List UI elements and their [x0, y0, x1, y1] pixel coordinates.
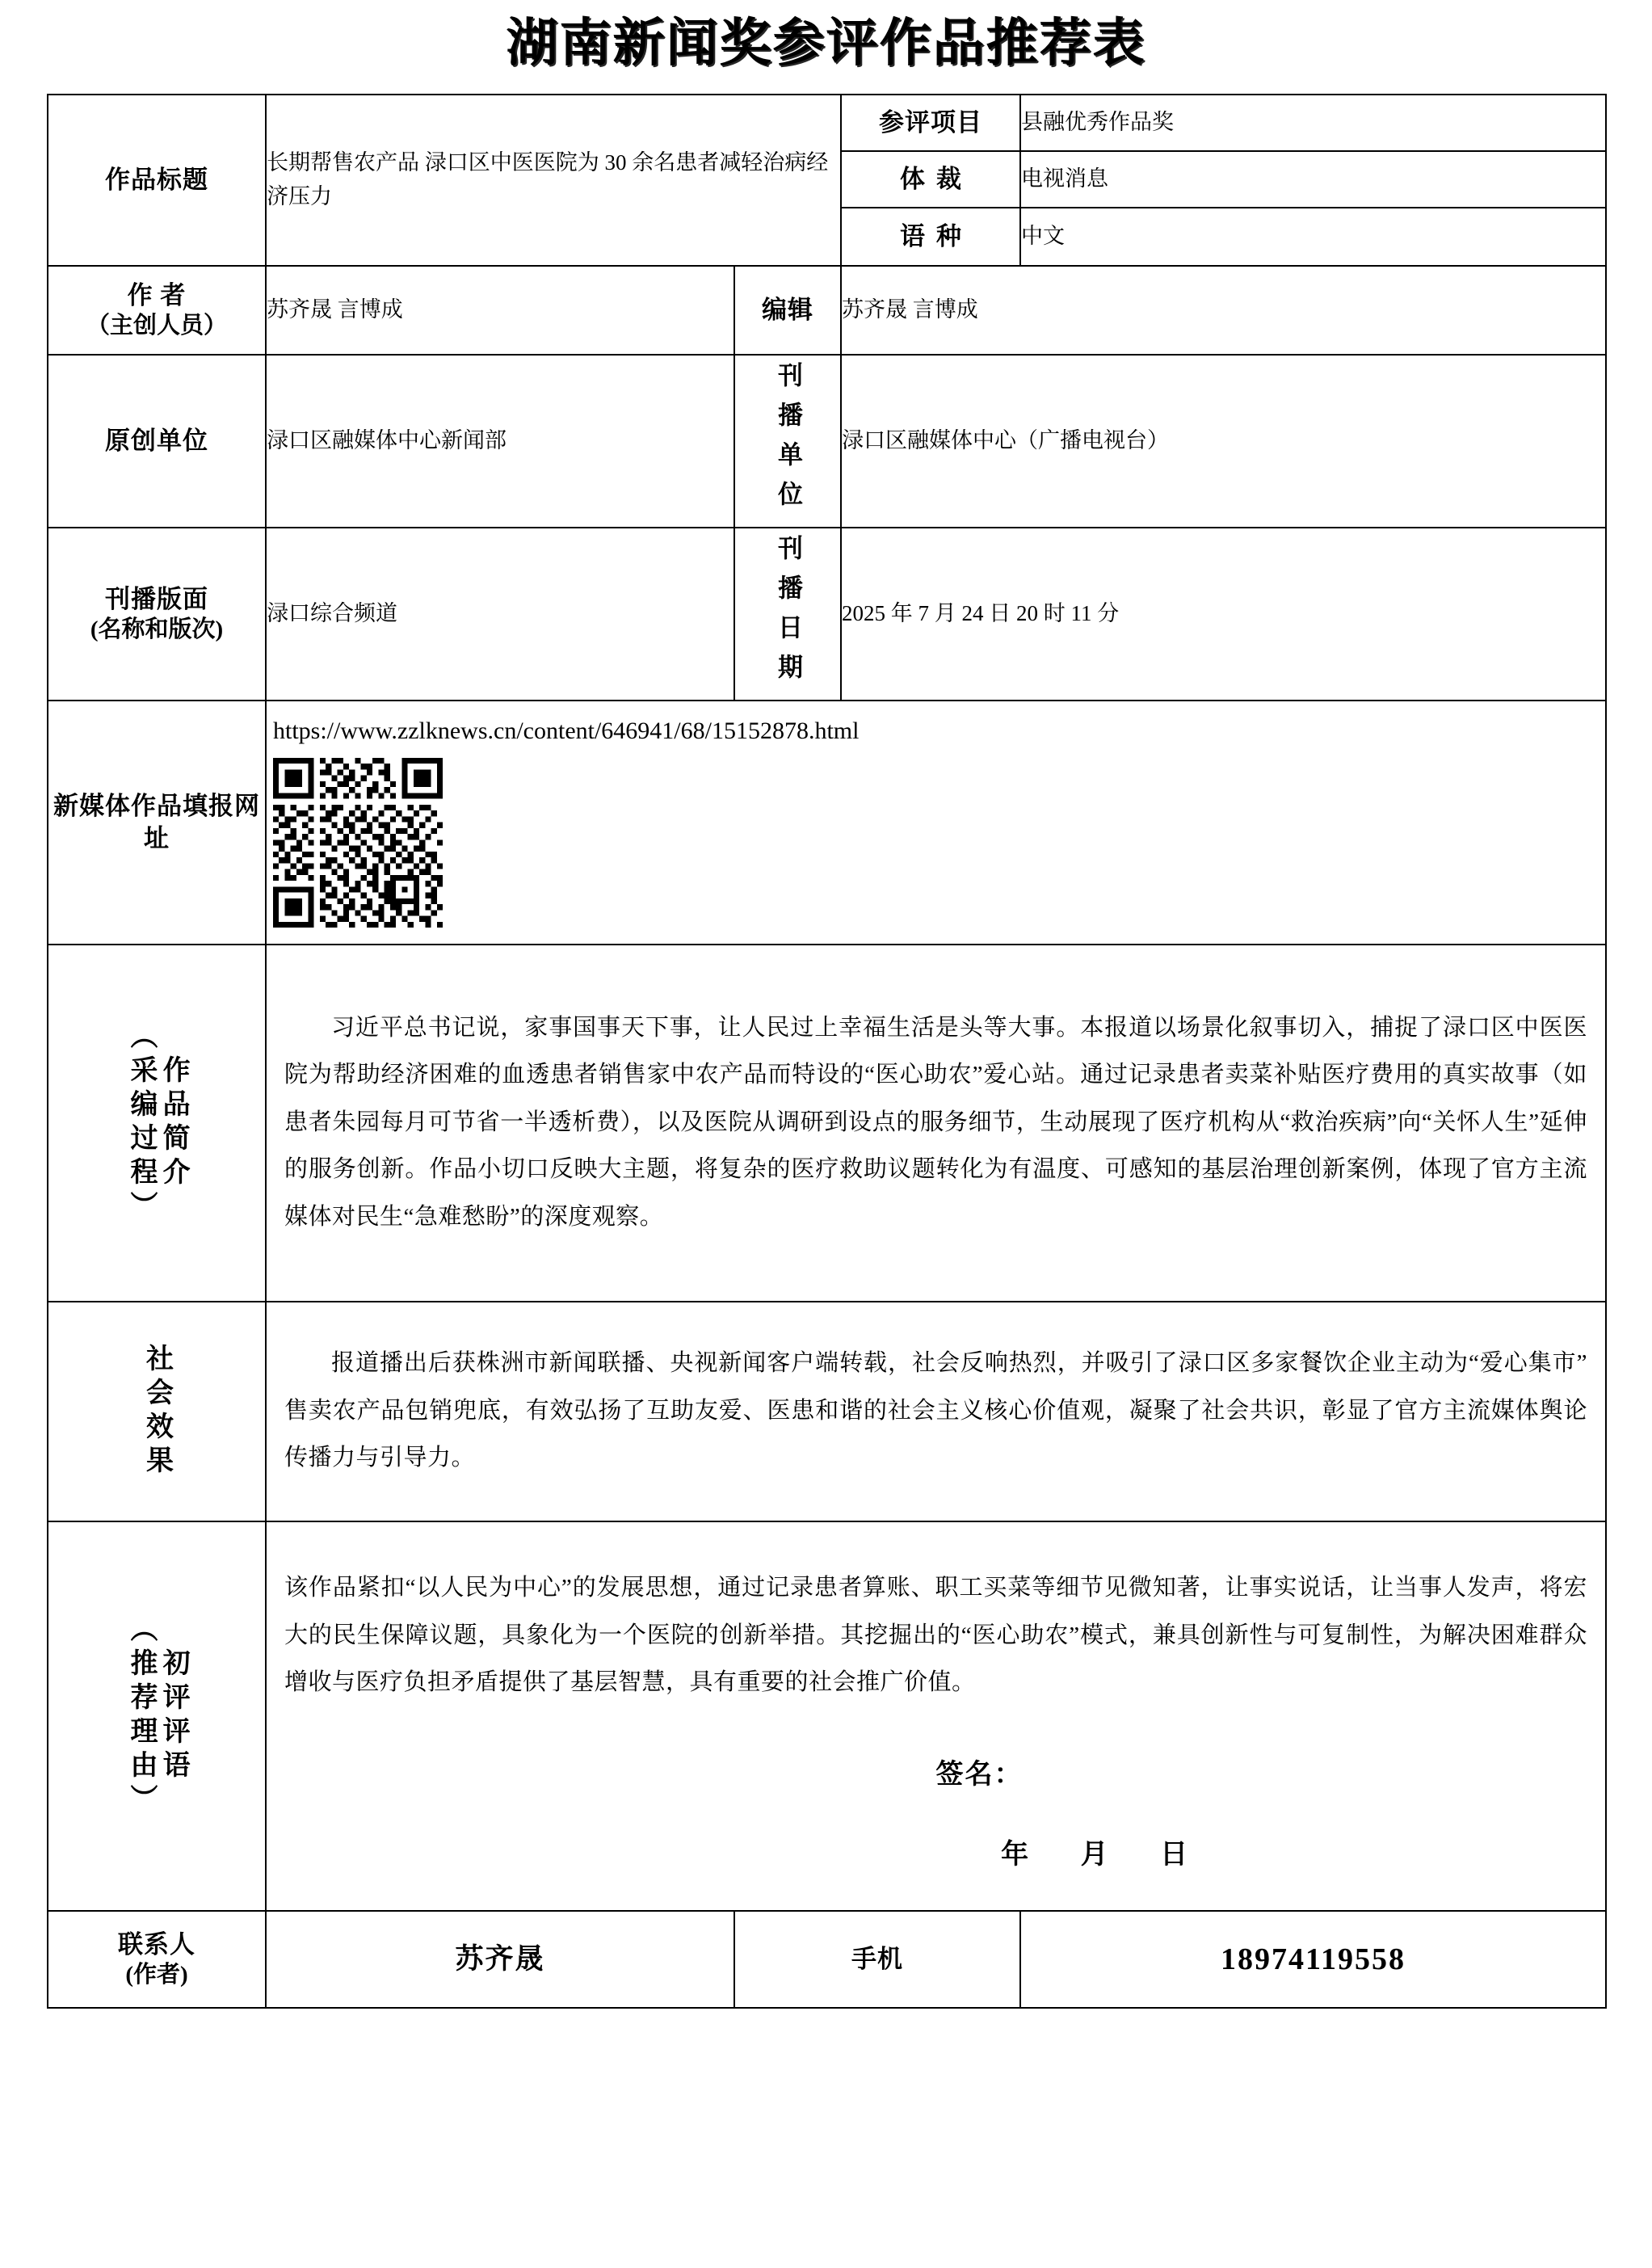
- signature-year-label: 年: [1001, 1839, 1031, 1870]
- signature-label: 签名：: [935, 1759, 1024, 1790]
- table-row-social-effect: [48, 1302, 1606, 1521]
- label-author-main: 作 者: [127, 280, 187, 309]
- value-phone: 18974119558: [1020, 1911, 1606, 2008]
- label-broadcast-unit-text: 刊播单位: [774, 362, 803, 520]
- label-author-sub: （主创人员）: [86, 313, 227, 339]
- table-row-summary: [48, 945, 1606, 1302]
- table-row-author: [48, 266, 1606, 355]
- signature-month-label: 月: [1080, 1839, 1110, 1870]
- label-social-effect-text: 社会效果: [141, 1344, 172, 1479]
- table-row-title: [48, 95, 1606, 151]
- work-summary-text: 习近平总书记说，家事国事天下事，让人民过上幸福生活是头等大事。本报道以场景化叙事切入，捕捉了渌口区中医医院为帮助经济困难的血透患者销售家中农产品而特设的“医心助农”爱心站。通过记录患者卖菜补贴医疗费用的真实故事（如患者朱园每月可节省一半透析费），以及医院从调研到设点的服务细节，生动展现了医疗机构从“救治疾病”向“关怀人生”延伸的服务创新。作品小切口反映大主题，将复杂的医疗救助议题转化为有温度、可感知的基层治理创新案例，体现了官方主流媒体对民生“急难愁盼”的深度观察。: [284, 1014, 1587, 1230]
- label-contact-sub: (作者): [125, 1962, 188, 1988]
- media-url-text[interactable]: https://www.zzlknews.cn/content/646941/68/15152878.html: [273, 717, 860, 744]
- label-publication-date: [734, 528, 841, 701]
- label-recommendation-col-a: 初评评语: [158, 1648, 189, 1784]
- value-contact-name: 苏齐晟: [266, 1911, 734, 2008]
- label-author: [48, 266, 266, 355]
- label-work-summary-col-b: （采编过程）: [126, 1021, 156, 1225]
- signature-block: [267, 1752, 1605, 1879]
- value-recommendation: [266, 1521, 1606, 1911]
- social-effect-text: 报道播出后获株洲市新闻联播、央视新闻客户端转载，社会反响热烈，并吸引了渌口区多家餐饮企业主动为“爱心集市”售卖农产品包销兜底，有效弘扬了互助友爱、医患和谐的社会主义核心价值观，凝聚了社会共识，彰显了官方主流媒体舆论传播力与引导力。: [284, 1350, 1587, 1471]
- label-social-effect: [48, 1302, 266, 1521]
- recommendation-text: 该作品紧扣“以人民为中心”的发展思想，通过记录患者算账、职工买菜等细节见微知著，让事实说话，让当事人发声，将宏大的民生保障议题，具象化为一个医院的创新举措。其挖掘出的“医心助农”模式，兼具创新性与可复制性，为解决困难群众增收与医疗负担矛盾提供了基层智慧，具有重要的社会推广价值。: [284, 1575, 1587, 1696]
- label-broadcast-unit: [734, 355, 841, 528]
- value-genre: 电视消息: [1020, 151, 1606, 208]
- qr-holder: [267, 750, 1605, 939]
- label-genre: 体裁: [841, 151, 1020, 208]
- media-url-cell: [266, 701, 1606, 945]
- label-recommendation: [48, 1521, 266, 1911]
- value-broadcast-unit: 渌口区融媒体中心（广播电视台）: [841, 355, 1606, 528]
- value-work-summary: [266, 945, 1606, 1302]
- value-publication-page: 渌口综合频道: [266, 528, 734, 701]
- label-recommendation-col-b: （推荐理由）: [126, 1614, 156, 1818]
- value-origin-unit: 渌口区融媒体中心新闻部: [266, 355, 734, 528]
- label-publication-page: [48, 528, 266, 701]
- recommendation-form-table: [47, 94, 1607, 2009]
- value-publication-date: 2025 年 7 月 24 日 20 时 11 分: [841, 528, 1606, 701]
- table-row-media-url: [48, 701, 1606, 945]
- value-language: 中文: [1020, 208, 1606, 266]
- signature-date-line: [284, 1832, 1587, 1871]
- page-title: 湖南新闻奖参评作品推荐表: [506, 15, 1146, 72]
- table-row-contact: [48, 1911, 1606, 2008]
- table-row-publication: [48, 528, 1606, 701]
- label-media-url: 新媒体作品填报网址: [48, 701, 266, 945]
- label-work-summary: [48, 945, 266, 1302]
- value-author: 苏齐晟 言博成: [266, 266, 734, 355]
- label-language: 语种: [841, 208, 1020, 266]
- label-publication-date-text: 刊播日期: [774, 535, 803, 693]
- qr-code-icon: [273, 758, 443, 928]
- value-social-effect: [266, 1302, 1606, 1521]
- label-publication-page-sub: (名称和版次): [90, 616, 224, 643]
- table-row-origin-unit: [48, 355, 1606, 528]
- signature-day-label: 日: [1160, 1839, 1190, 1870]
- label-contact: [48, 1911, 266, 2008]
- label-contact-main: 联系人: [118, 1929, 195, 1959]
- label-publication-page-main: 刊播版面: [105, 584, 208, 613]
- label-work-title: 作品标题: [48, 95, 266, 266]
- value-award-category: 县融优秀作品奖: [1020, 95, 1606, 151]
- label-award-category: 参评项目: [841, 95, 1020, 151]
- value-work-title: 长期帮售农产品 渌口区中医医院为 30 余名患者减轻治病经济压力: [266, 95, 841, 266]
- label-work-summary-col-a: 作品简介: [158, 1055, 189, 1191]
- label-phone: 手机: [734, 1911, 1020, 2008]
- table-row-recommendation: [48, 1521, 1606, 1911]
- value-editor: 苏齐晟 言博成: [841, 266, 1606, 355]
- label-origin-unit: 原创单位: [48, 355, 266, 528]
- label-editor: 编辑: [734, 266, 841, 355]
